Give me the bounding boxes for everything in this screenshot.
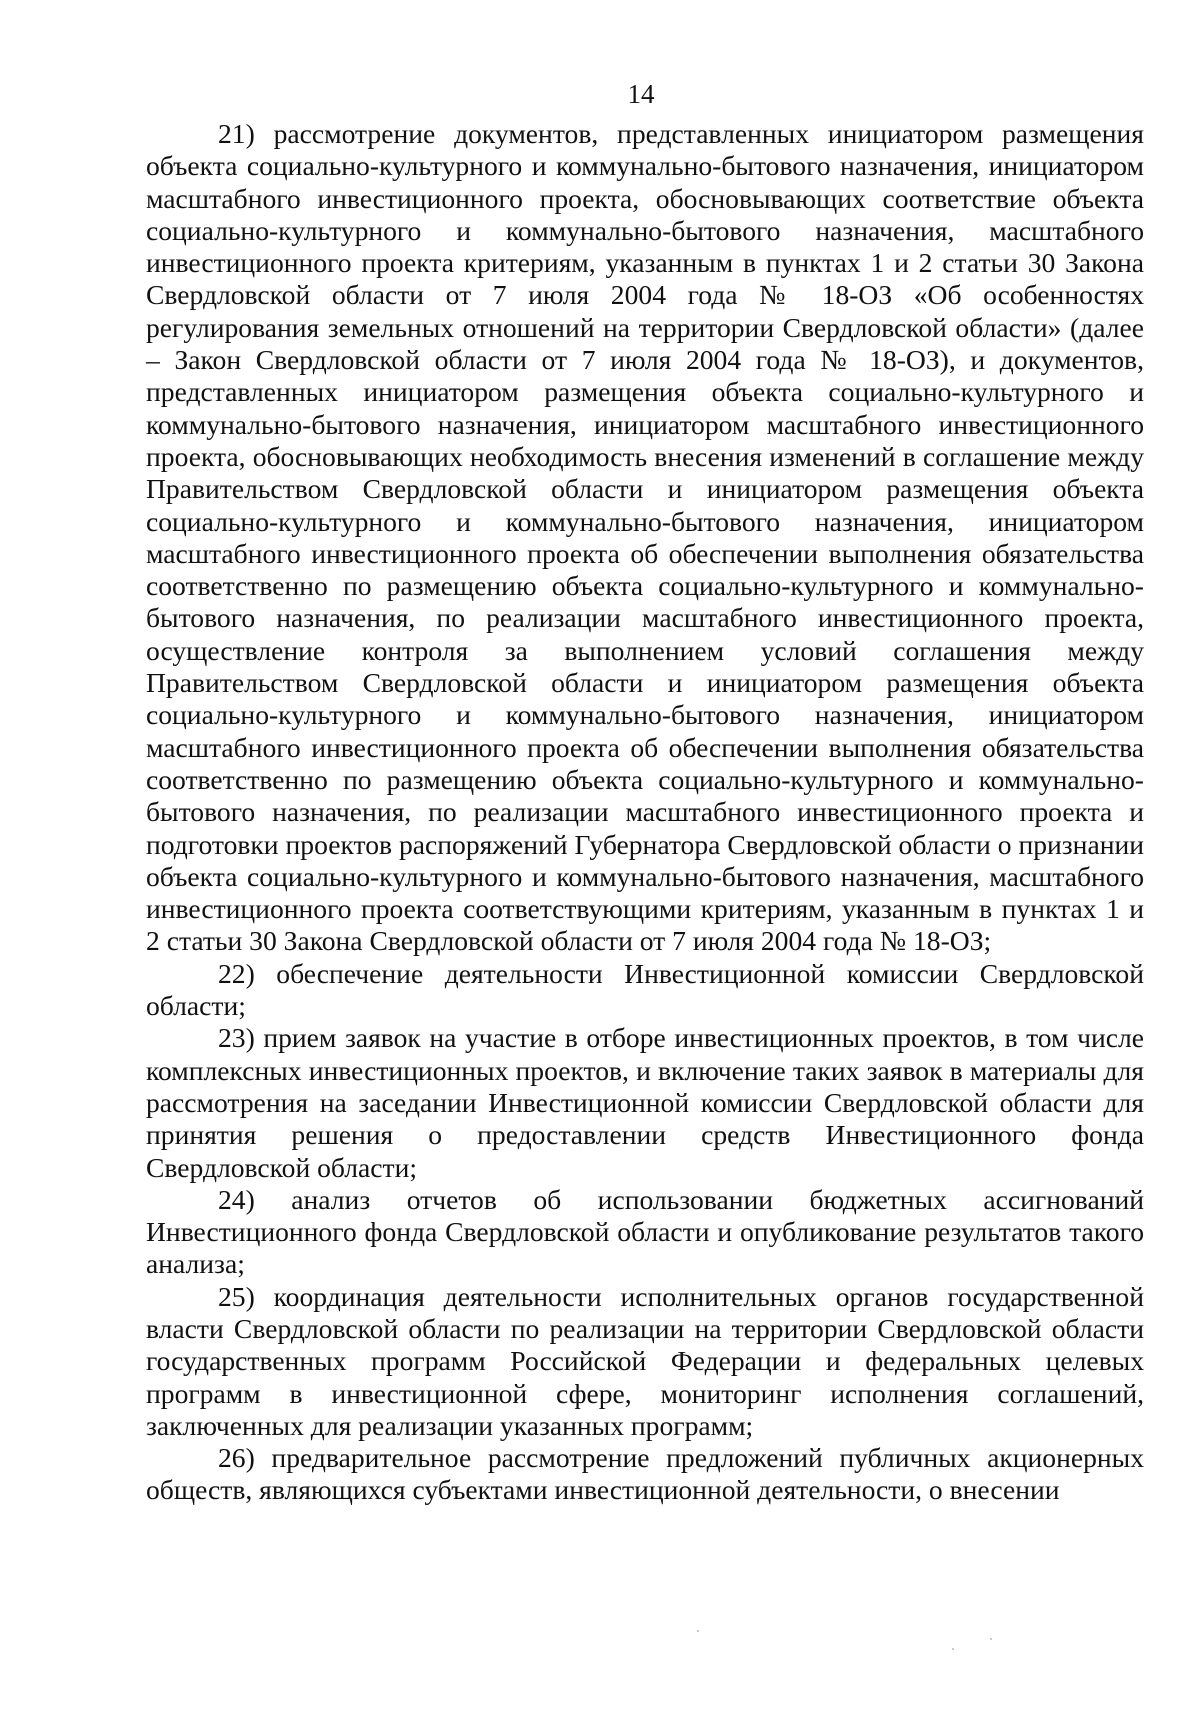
paragraph-item-26: 26) предварительное рассмотрение предложений публичных акционерных обществ, являющихся субъектами инвестиционной деятельности, о внесении bbox=[146, 1442, 1144, 1506]
paragraph-item-24: 24) анализ отчетов об использовании бюджетных ассигнований Инвестиционного фонда Свердловской области и опубликование результатов такого анализа; bbox=[146, 1183, 1144, 1280]
document-body bbox=[146, 118, 1144, 1507]
scan-speck bbox=[952, 1648, 954, 1650]
page-number: 14 bbox=[627, 79, 655, 109]
scan-speck bbox=[697, 1630, 699, 1632]
paragraph-item-22: 22) обеспечение деятельности Инвестиционной комиссии Свердловской области; bbox=[146, 957, 1144, 1022]
paragraph-item-21: 21) рассмотрение документов, представленных инициатором размещения объекта социально-культурного и коммунально-бытового назначения, инициатором масштабного инвестиционного проекта, обосновывающих соответствие объекта социально-культурного и коммунально-бытового назначения, масштабного инвестиционного проекта критериям, указанным в пунктах 1 и 2 статьи 30 Закона Свердловской области от 7 июля 2004 года № 18-ОЗ «Об особенностях регулирования земельных отношений на территории Свердловской области» (далее – Закон Свердловской области от 7 июля 2004 года № 18-ОЗ), и документов, представленных инициатором размещения объекта социально-культурного и коммунально-бытового назначения, инициатором масштабного инвестиционного проекта, обосновывающих необходимость внесения изменений в соглашение между Правительством Свердловской области и инициатором размещения объекта социально-культурного и коммунально-бытового назначения, инициатором масштабного инвестиционного проекта об обеспечении выполнения обязательства соответственно по размещению объекта социально-культурного и коммунально-бытового назначения, по реализации масштабного инвестиционного проекта, осуществление контроля за выполнением условий соглашения между Правительством Свердловской области и инициатором размещения объекта социально-культурного и коммунально-бытового назначения, инициатором масштабного инвестиционного проекта об обеспечении выполнения обязательства соответственно по размещению объекта социально-культурного и коммунально-бытового назначения, по реализации масштабного инвестиционного проекта и подготовки проектов распоряжений Губернатора Свердловской области о признании объекта социально-культурного и коммунально-бытового назначения, масштабного инвестиционного проекта соответствующими критериям, указанным в пунктах 1 и 2 статьи 30 Закона Свердловской области от 7 июля 2004 года № 18-ОЗ; bbox=[146, 118, 1144, 957]
scan-speck bbox=[990, 1638, 992, 1640]
paragraph-item-23: 23) прием заявок на участие в отборе инвестиционных проектов, в том числе комплексных инвестиционных проектов, и включение таких заявок в материалы для рассмотрения на заседании Инвестиционной комиссии Свердловской области для принятия решения о предоставлении средств Инвестиционного фонда Свердловской области; bbox=[146, 1022, 1144, 1183]
paragraph-item-25: 25) координация деятельности исполнительных органов государственной власти Свердловской области по реализации на территории Свердловской области государственных программ Российской Федерации и федеральных целевых программ в инвестиционной сфере, мониторинг исполнения соглашений, заключенных для реализации указанных программ; bbox=[146, 1280, 1144, 1441]
